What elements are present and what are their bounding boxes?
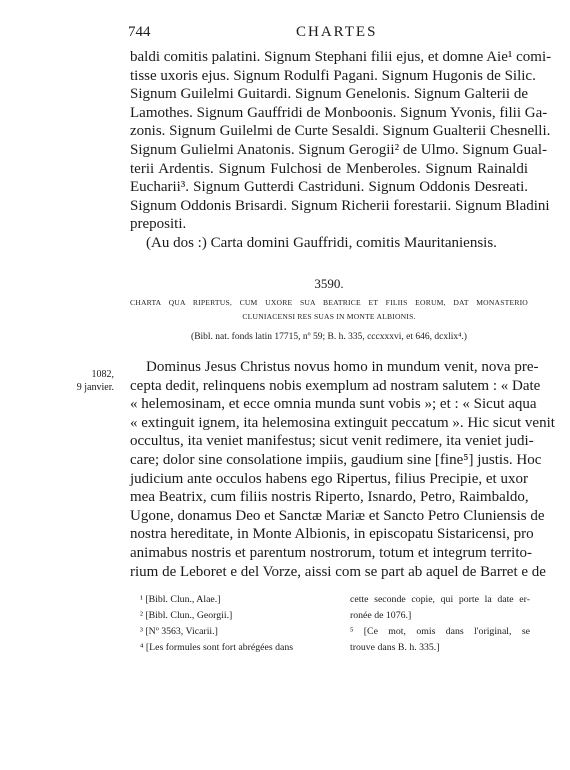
text-line: « extinguit ignem, ita helemosina extinguit peccatum ». Hic sicut venit	[130, 414, 555, 431]
text-line: Eucharii³. Signum Gutterdi Castriduni. Signum Oddonis Desreati.	[130, 179, 528, 196]
footnotes-left-column	[140, 592, 325, 656]
text-line: Lamothes. Signum Gauffridi de Monboonis. Signum Yvonis, filii Ga-	[130, 104, 548, 121]
footnote: ⁴ [Les formules sont fort abrégées dans	[140, 642, 294, 653]
dorse-note: (Au dos :) Carta domini Gauffridi, comitis Mauritaniensis.	[146, 234, 497, 251]
margin-date-day: 9 janvier.	[76, 382, 114, 393]
footnotes	[130, 592, 528, 672]
footnote: ¹ [Bibl. Clun., Alae.]	[140, 594, 221, 605]
charter-number: 3590.	[314, 276, 344, 291]
text-line: tisse uxoris ejus. Signum Rodulfi Pagani. Signum Hugonis de Silic.	[130, 67, 536, 84]
footnote-continuation: ronée de 1076.]	[350, 610, 412, 621]
text-line: Dominus Jesus Christus novus homo in mundum venit, nova pre-	[146, 359, 539, 375]
footnote: ³ [Nº 3563, Vicarii.]	[140, 626, 218, 637]
text-line: care; dolor sine consolatione impiis, gaudium sine [fine⁵] justis. Hoc	[130, 451, 542, 468]
text-line: Signum Guilelmi Guitardi. Signum Genelonis. Signum Galterii de	[130, 86, 528, 103]
signatures-paragraph	[130, 48, 552, 253]
footnote-continuation: cette seconde copie, qui porte la date er-	[350, 594, 530, 605]
footnote-continuation: trouve dans B. h. 335.]	[350, 642, 440, 653]
margin-date-year: 1082,	[91, 369, 114, 380]
text-line: Ugone, donamus Deo et Sanctæ Mariæ et Sancto Petro Cluniensis de	[130, 507, 545, 524]
charter-rubric	[130, 296, 528, 324]
text-line: zonis. Signum Guilelmi de Curte Sesaldi. Signum Gualterii Chesnelli.	[130, 123, 551, 140]
text-line: Signum Gulielmi Anatonis. Signum Gerogii² de Ulmo. Signum Gual-	[130, 141, 547, 158]
text-line: baldi comitis palatini. Signum Stephani filii ejus, et domne Aie¹ comi-	[130, 49, 552, 65]
footnote: ² [Bibl. Clun., Georgii.]	[140, 610, 233, 621]
text-line: « helemosinam, et ecce omnia munda sunt vobis »; et : « Sicut aqua	[130, 396, 537, 413]
text-line: nostra hereditate, in Monte Albionis, in episcopatu Sistaricensi, pro	[130, 526, 534, 543]
footnotes-right-column	[350, 592, 530, 656]
page-number: 744	[128, 24, 151, 40]
text-line: Signum Oddonis Brisardi. Signum Richerii forestarii. Signum Bladini	[130, 197, 550, 214]
rubric-line: CLUNIACENSI RES SUAS IN MONTE ALBIONIS.	[242, 312, 416, 321]
charter-body	[130, 358, 555, 581]
text-line: animabus nostris et parentum nostrorum, totum et integrum territo-	[130, 544, 533, 561]
text-line: judicium ante occulos habens ego Ripertus, filius Precipie, et uxor	[130, 470, 528, 487]
footnote: ⁵ [Ce mot, omis dans l'original, se	[350, 626, 530, 637]
rubric-line: CHARTA QUA RIPERTUS, CUM UXORE SUA BEATRICE ET FILIIS EORUM, DAT MONASTERIO	[130, 298, 528, 307]
text-line: terii Ardentis. Signum Fulchosi de Menberoles. Signum Rainaldi	[130, 160, 528, 177]
source-reference: (Bibl. nat. fonds latin 17715, nº 59; B. h. 335, cccxxxvi, et 646, dcxlix⁴.)	[191, 332, 467, 342]
text-line: mea Beatrix, cum filiis nostris Riperto, Isnardo, Petro, Raimbaldo,	[130, 489, 529, 506]
running-title: CHARTES	[296, 24, 378, 40]
text-line: occultus, ita veniet manifestus; sicut venit redimere, ita veniet judi-	[130, 433, 534, 450]
text-line: cepta dedit, relinquens nobis exemplum ad nostram salutem : « Date	[130, 377, 541, 394]
text-line: prepositi.	[130, 216, 187, 233]
text-line: rium de Leboret e del Vorze, aissi com se part ab aquel de Barret e de	[130, 563, 546, 580]
page-header	[128, 24, 528, 44]
